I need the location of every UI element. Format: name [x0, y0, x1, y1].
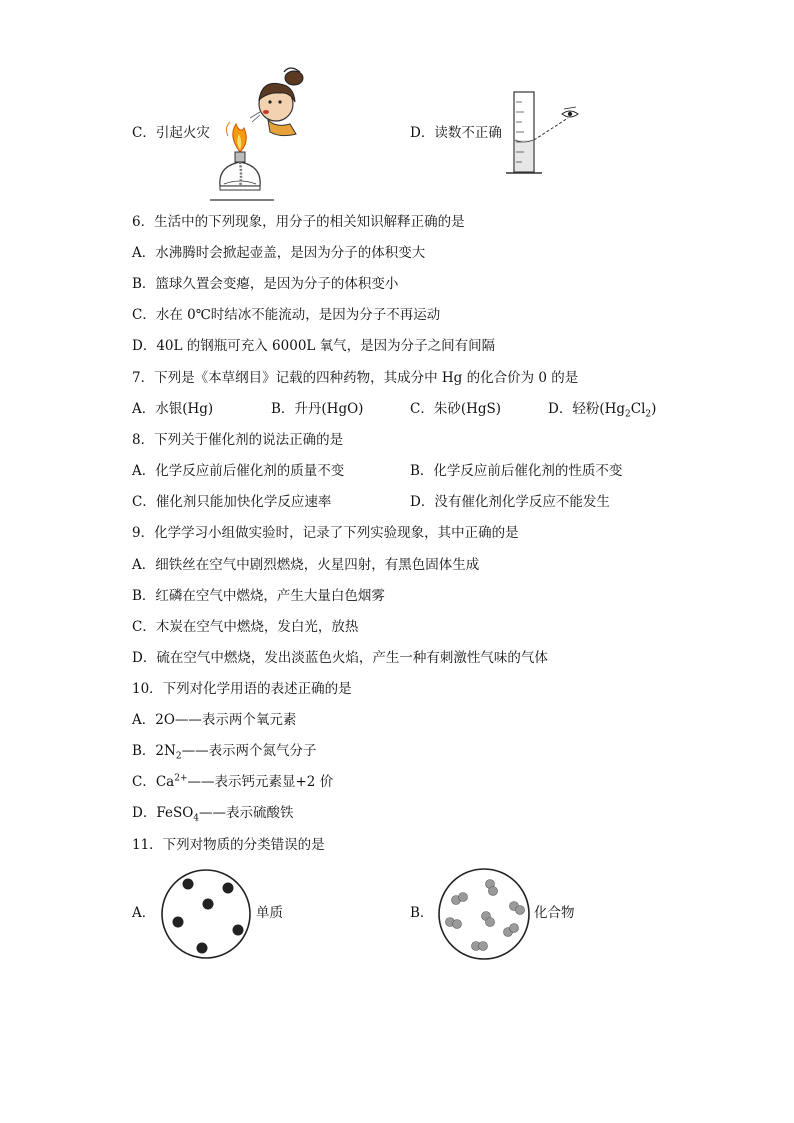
q11-option-b-letter: B．: [410, 905, 434, 921]
q8-option-c: C．催化剂只能加快化学反应速率: [132, 494, 332, 510]
q7-option-a: A．水银(Hg): [132, 401, 214, 417]
q10-option-c: C．$Ca^{2+}——$表示钙元素显+2 价: [132, 773, 334, 790]
q11-stem: 11．下列对物质的分类错误的是: [132, 837, 325, 853]
q7-option-c: C．朱砂(HgS): [410, 401, 502, 417]
q5-option-d: D．读数不正确: [410, 125, 502, 141]
q8-option-a: A．化学反应前后催化剂的质量不变: [132, 463, 345, 479]
q7-stem: 7．下列是《本草纲目》记载的四种药物，其成分中 Hg 的化合价为 0 的是: [132, 370, 579, 386]
q8-option-b: B．化学反应前后催化剂的性质不变: [410, 463, 623, 479]
q9-option-b: B．红磷在空气中燃烧，产生大量白色烟雾: [132, 588, 385, 604]
q6-stem: 6．生活中的下列现象，用分子的相关知识解释正确的是: [132, 214, 465, 230]
q6-option-b: B．篮球久置会变瘪，是因为分子的体积变小: [132, 276, 399, 292]
q9-option-d: D．硫在空气中燃烧，发出淡蓝色火焰，产生一种有刺激性气味的气体: [132, 650, 548, 666]
q9-option-a: A．细铁丝在空气中剧烈燃烧，火星四射，有黑色固体生成: [132, 557, 480, 573]
q10-option-b: B．$2N_2——$表示两个氮气分子: [132, 743, 317, 762]
alcohol-lamp-blowing-figure: [210, 66, 310, 204]
q6-option-a: A．水沸腾时会掀起壶盖，是因为分子的体积变大: [132, 245, 426, 261]
q11-option-a-text: 单质: [256, 905, 283, 921]
atoms-circle-figure: [160, 868, 252, 960]
q10-option-a: A．2O——表示两个氧元素: [132, 712, 297, 728]
molecules-circle-figure: [436, 866, 532, 962]
q6-option-c: C．水在 0℃时结冰不能流动，是因为分子不再运动: [132, 307, 441, 323]
q7-option-b: B．升丹(HgO): [271, 401, 364, 417]
q10-option-d: D．FeSO$_4$——表示硫酸铁: [132, 805, 294, 824]
q11-option-a-letter: A．: [132, 905, 156, 921]
q8-stem: 8．下列关于催化剂的说法正确的是: [132, 432, 344, 448]
q5-option-c: C．引起火灾: [132, 125, 210, 141]
graduated-cylinder-figure: [504, 88, 584, 178]
q9-stem: 9．化学学习小组做实验时，记录了下列实验现象，其中正确的是: [132, 525, 519, 541]
q11-option-b-text: 化合物: [534, 905, 575, 921]
q7-option-d: D．轻粉$(Hg_2Cl_2)$: [548, 401, 657, 420]
q9-option-c: C．木炭在空气中燃烧，发白光，放热: [132, 619, 359, 635]
q8-option-d: D．没有催化剂化学反应不能发生: [410, 494, 610, 510]
q10-stem: 10．下列对化学用语的表述正确的是: [132, 681, 352, 697]
q6-option-d: D．40L 的钢瓶可充入 6000L 氧气，是因为分子之间有间隔: [132, 338, 496, 354]
